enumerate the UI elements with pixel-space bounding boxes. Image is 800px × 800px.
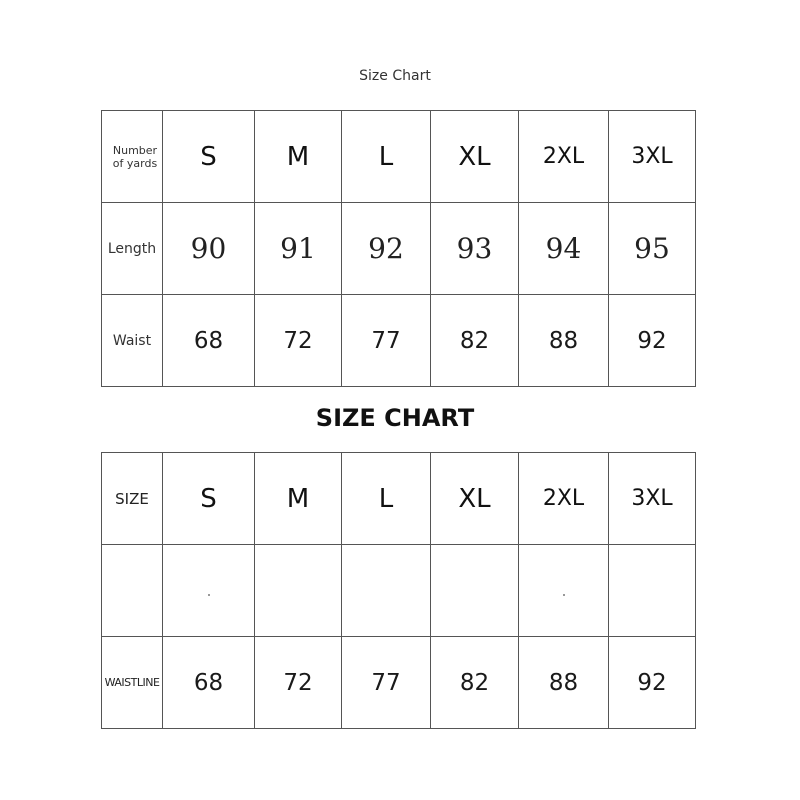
waistline-l: 77 (342, 637, 431, 729)
size-header-row (102, 111, 696, 203)
length-s: 90 (163, 203, 255, 295)
length-row (102, 203, 696, 295)
size-chart-table (101, 110, 696, 387)
empty-cell-l (342, 545, 431, 637)
speck-mark (208, 594, 210, 596)
empty-cell-xl (431, 545, 519, 637)
waistline-xl: 82 (431, 637, 519, 729)
waist-m: 72 (255, 295, 342, 387)
length-l: 92 (342, 203, 431, 295)
size-xl-2: XL (431, 453, 519, 545)
waistline-s: 68 (163, 637, 255, 729)
waist-2xl: 88 (519, 295, 609, 387)
empty-label-cell (102, 545, 163, 637)
size-chart-title: Size Chart (359, 68, 431, 84)
size-3xl: 3XL (609, 111, 696, 203)
empty-cell-2xl (519, 545, 609, 637)
waistline-3xl: 92 (609, 637, 696, 729)
speck-mark (563, 594, 565, 596)
size-chart-table-2 (101, 452, 696, 729)
waist-s: 68 (163, 295, 255, 387)
size-s-2: S (163, 453, 255, 545)
size-m: M (255, 111, 342, 203)
size-m-2: M (255, 453, 342, 545)
size-xl: XL (431, 111, 519, 203)
length-m: 91 (255, 203, 342, 295)
size-2xl: 2XL (519, 111, 609, 203)
size-s: S (163, 111, 255, 203)
empty-cell-m (255, 545, 342, 637)
waist-label: Waist (102, 295, 163, 387)
length-label: Length (102, 203, 163, 295)
size-label: SIZE (102, 453, 163, 545)
size-header-row-2 (102, 453, 696, 545)
waist-3xl: 92 (609, 295, 696, 387)
length-2xl: 94 (519, 203, 609, 295)
waistline-m: 72 (255, 637, 342, 729)
waist-xl: 82 (431, 295, 519, 387)
length-3xl: 95 (609, 203, 696, 295)
waistline-row (102, 637, 696, 729)
size-2xl-2: 2XL (519, 453, 609, 545)
size-chart-heading: SIZE CHART (315, 404, 475, 432)
length-xl: 93 (431, 203, 519, 295)
waistline-2xl: 88 (519, 637, 609, 729)
number-of-yards-label: Number of yards (102, 111, 163, 203)
size-l-2: L (342, 453, 431, 545)
waistline-label: WAISTLINE (102, 637, 163, 729)
empty-cell-3xl (609, 545, 696, 637)
waist-l: 77 (342, 295, 431, 387)
size-3xl-2: 3XL (609, 453, 696, 545)
empty-row (102, 545, 696, 637)
empty-cell-s (163, 545, 255, 637)
size-l: L (342, 111, 431, 203)
waist-row (102, 295, 696, 387)
